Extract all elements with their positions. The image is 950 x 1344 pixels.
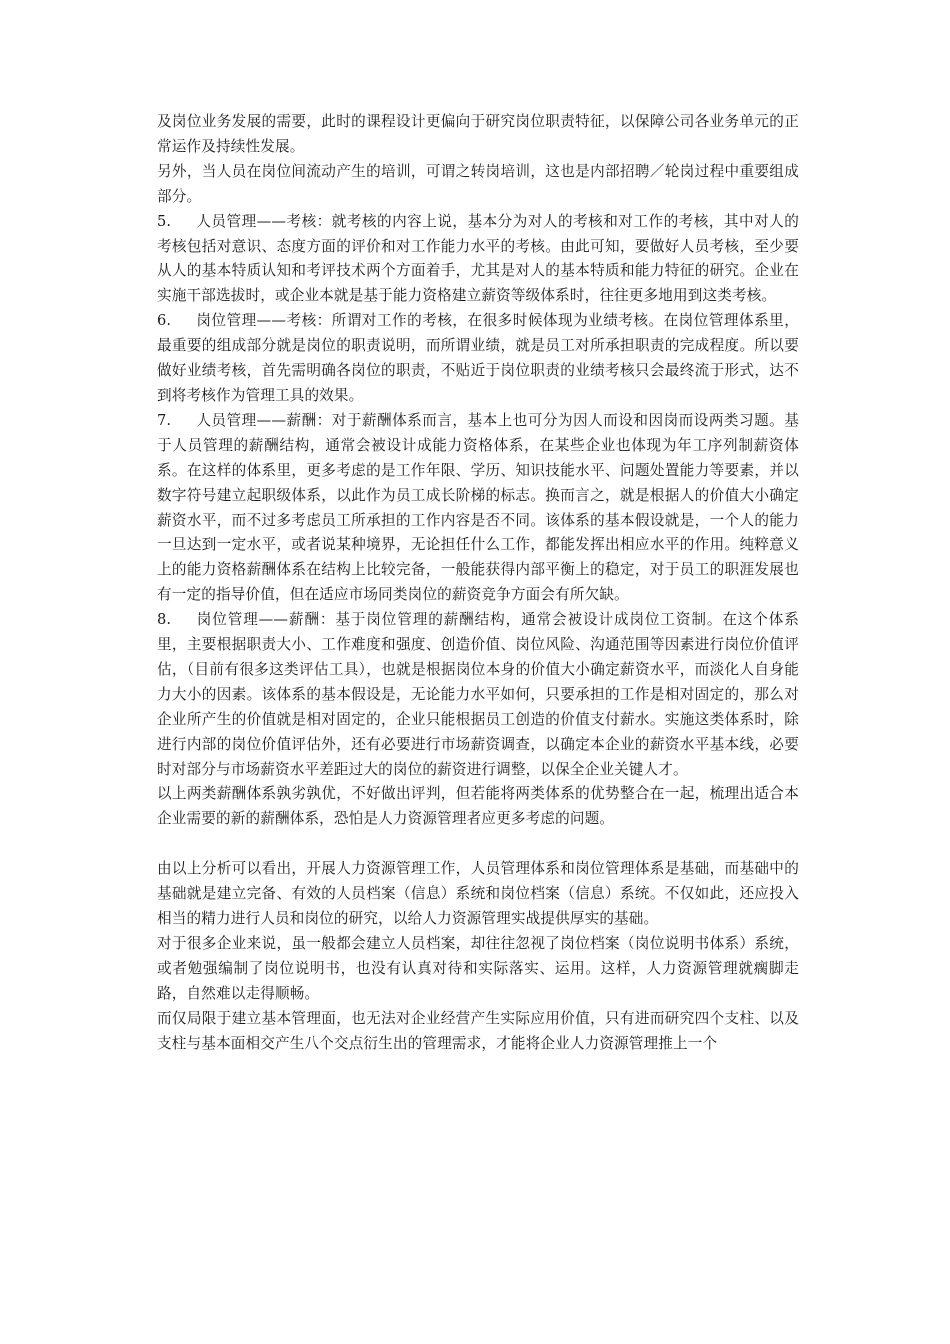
item-number: 8. xyxy=(157,611,172,629)
paragraph: 另外，当人员在岗位间流动产生的培训，可谓之转岗培训，这也是内部招聘／轮岗过程中重要组成部分。 xyxy=(157,162,799,205)
numbered-paragraph xyxy=(157,409,799,608)
item-text: 人员管理——考核：就考核的内容上说，基本分为对人的考核和对工作的考核，其中对人的考核包括对意识、态度方面的评价和对工作能力水平的考核。由此可知，要做好人员考核，至少要从人的基本特质认知和考评技术两个方面着手，尤其是对人的基本特质和能力特征的研究。企业在实施干部选拔时，或企业本就是基于能力资格建立薪资等级体系时，往往更多地用到这类考核。 xyxy=(157,212,799,305)
numbered-paragraph xyxy=(157,608,799,782)
item-text: 岗位管理——薪酬：基于岗位管理的薪酬结构，通常会被设计成岗位工资制。在这个体系里，主要根据职责大小、工作难度和强度、创造价值、岗位风险、沟通范围等因素进行岗位价值评估，（目前有很多这类评估工具），也就是根据岗位本身的价值大小确定薪资水平，而淡化人自身能力大小的因素。该体系的基本假设是，无论能力水平如何，只要承担的工作是相对固定的，那么对企业所产生的价值就是相对固定的，企业只能根据员工创造的价值支付薪水。实施这类体系时，除进行内部的岗位价值评估外，还有必要进行市场薪资调查，以确定本企业的薪资水平基本线，必要时对部分与市场薪资水平差距过大的岗位的薪资进行调整，以保全企业关键人才。 xyxy=(157,611,799,778)
paragraph: 对于很多企业来说，虽一般都会建立人员档案，却往往忽视了岗位档案（岗位说明书体系）系统，或者勉强编制了岗位说明书，也没有认真对待和实际落实、运用。这样，人力资源管理就瘸脚走路，自然难以走得顺畅。 xyxy=(157,934,799,1002)
paragraph: 而仅局限于建立基本管理面，也无法对企业经营产生实际应用价值，只有进而研究四个支柱、以及支柱与基本面相交产生八个交点衍生出的管理需求，才能将企业人力资源管理推上一个 xyxy=(157,1009,799,1052)
paragraph: 以上两类薪酬体系孰劣孰优，不好做出评判，但若能将两类体系的优势整合在一起，梳理出适合本企业需要的新的薪酬体系，恐怕是人力资源管理者应更多考虑的问题。 xyxy=(157,785,799,828)
item-text: 岗位管理——考核：所谓对工作的考核，在很多时候体现为业绩考核。在岗位管理体系里，最重要的组成部分就是岗位的职责说明，而所谓业绩，就是员工对所承担职责的完成程度。所以要做好业绩考核，首先需明确各岗位的职责，不贴近于岗位职责的业绩考核只会最终流于形式，达不到将考核作为管理工具的效果。 xyxy=(157,312,799,404)
numbered-paragraph xyxy=(157,210,799,310)
item-text: 人员管理——薪酬：对于薪酬体系而言，基本上也可分为因人而设和因岗而设两类习题。基于人员管理的薪酬结构，通常会被设计成能力资格体系，在某些企业也体现为年工序列制薪资体系。在这样的体系里，更多考虑的是工作年限、学历、知识技能水平、问题处置能力等要素，并以数字符号建立起职级体系，以此作为员工成长阶梯的标志。换而言之，就是根据人的价值大小确定薪资水平，而不过多考虑员工所承担的工作内容是否不同。该体系的基本假设就是，一个人的能力一旦达到一定水平，或者说某种境界，无论担任什么工作，都能发挥出相应水平的作用。纯粹意义上的能力资格薪酬体系在结构上比较完备，一般能获得内部平衡上的稳定，对于员工的职涯发展也有一定的指导价值，但在适应市场同类岗位的薪资竞争方面会有所欠缺。 xyxy=(157,411,799,604)
paragraph: 由以上分析可以看出，开展人力资源管理工作，人员管理体系和岗位管理体系是基础，而基础中的基础就是建立完备、有效的人员档案（信息）系统和岗位档案（信息）系统。不仅如此，还应投入相当的精力进行人员和岗位的研究，以给人力资源管理实战提供厚实的基础。 xyxy=(157,860,799,927)
document-body xyxy=(157,110,799,1056)
numbered-paragraph xyxy=(157,309,799,409)
item-number: 5. xyxy=(157,212,172,230)
paragraph: 及岗位业务发展的需要，此时的课程设计更偏向于研究岗位职责特征，以保障公司各业务单元的正常运作及持续性发展。 xyxy=(157,113,799,155)
item-number: 6. xyxy=(157,312,172,330)
blank-line xyxy=(157,832,799,857)
item-number: 7. xyxy=(157,411,172,429)
